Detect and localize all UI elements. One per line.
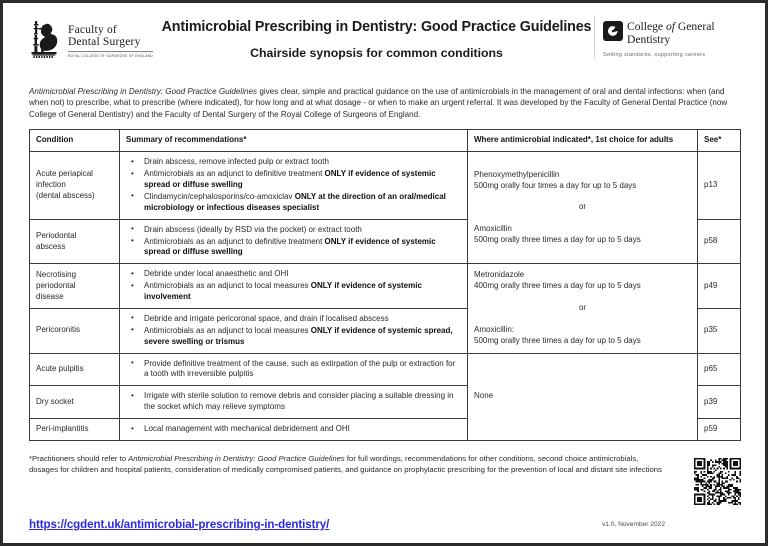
recommendation-item: • Drain abscess, remove infected pulp or extract tooth — [126, 157, 461, 168]
drug-name: Amoxicillin — [474, 224, 512, 234]
cell-page-reference: p49 — [698, 264, 741, 309]
cell-page-reference: p65 — [698, 353, 741, 386]
recommendation-item: • Provide definitive treatment of the cause, such as extirpation of the pulp or extraction for a tooth with irreversible pulpitis — [126, 359, 461, 381]
drug-dose: 500mg orally three times a day for up to 5 days — [474, 235, 641, 245]
table-row — [30, 152, 741, 219]
intro-paragraph — [29, 86, 743, 120]
drug-separator: or — [578, 303, 587, 313]
recommendation-item: • Debride and irrigate pericoronal space, and drain if localised abscess — [126, 314, 461, 325]
cell-condition: Acute periapical infection (dental abscess) — [30, 152, 120, 219]
footnote-part1: *Practitioners should refer to — [29, 453, 129, 463]
qr-code — [694, 458, 741, 505]
cell-summary — [120, 386, 468, 419]
guidelines-url-link[interactable]: https://cgdent.uk/antimicrobial-prescribing-in-dentistry/ — [29, 518, 330, 531]
cgd-mark-icon — [603, 21, 623, 41]
table-header-row — [30, 130, 741, 152]
page-title: Antimicrobial Prescribing in Dentistry: Good Practice Guidelines — [161, 19, 592, 35]
version-label: v1.0, November 2022 — [601, 521, 665, 528]
footnote-part2: for full wordings, recommendations for other conditions, second choice antimicrobials, dosages for children and hospital patients, consideration of medically compromised patients, and guidance on prophylactic prescribing for the prevention of local and distant site infections — [29, 453, 662, 475]
drug-separator: or — [578, 202, 587, 212]
recommendation-item: • Debride under local anaesthetic and OHI — [126, 269, 461, 280]
drug-name: Metronidazole — [474, 270, 525, 280]
column-header-antimicrobial: Where antimicrobial indicated*, 1st choice for adults — [468, 130, 698, 152]
cell-antimicrobial — [468, 264, 698, 353]
footnote-guideline-title: Antimicrobial Prescribing in Dentistry: Good Practice Guidelines — [128, 453, 345, 463]
cell-summary — [120, 419, 468, 441]
column-header-see: See* — [698, 130, 741, 152]
cell-summary — [120, 264, 468, 309]
fds-logo-line3: ROYAL COLLEGE OF SURGEONS OF ENGLAND — [68, 52, 154, 58]
drug-name: Phenoxymethylpenicillin — [474, 169, 560, 179]
column-header-condition: Condition — [30, 130, 120, 152]
drug-name: None — [474, 391, 494, 401]
drug-dose: 400mg orally three times a day for up to 5 days — [474, 281, 641, 291]
cell-page-reference: p13 — [698, 152, 741, 219]
recommendation-item: • Local management with mechanical debridement and OHI — [126, 424, 461, 435]
column-header-summary: Summary of recommendations* — [120, 130, 468, 152]
recommendation-item: • Drain abscess (ideally by RSD via the pocket) or extract tooth — [126, 225, 461, 236]
faculty-of-dental-surgery-logo — [29, 15, 159, 63]
cell-condition: Acute pulpitis — [30, 353, 120, 386]
cell-summary — [120, 308, 468, 353]
cell-condition: Necrotising periodontal disease — [30, 264, 120, 309]
document-footer — [29, 518, 743, 531]
recommendation-item: • Antimicrobials as an adjunct to definitive treatment ONLY if evidence of systemic spread or diffuse swelling — [126, 237, 461, 259]
page-subtitle: Chairside synopsis for common conditions — [250, 46, 503, 60]
table-row — [30, 353, 741, 386]
document-header — [29, 15, 743, 77]
cell-page-reference: p58 — [698, 219, 741, 264]
intro-body: gives clear, simple and practical guidance on the use of antimicrobials in the management of oral and dental infections: when (and when not) to prescribe, what to prescribe (where indicated), for how long and at what dosage - or when to make an urgent referral. It was developed by the Faculty of General Dental Practice (now College of General Dentistry) and the Faculty of Dental Surgery of the Royal College of Surgeons of England. — [29, 87, 728, 119]
title-block — [159, 15, 594, 60]
cgd-tagline: Setting standards, supporting careers — [603, 51, 706, 58]
recommendation-item: • Clindamycin/cephalosporins/co-amoxiclav ONLY at the direction of an oral/medical microbiology or infectious diseases specialist — [126, 192, 461, 214]
cell-summary — [120, 152, 468, 219]
cell-antimicrobial — [468, 353, 698, 440]
pelican-crest-icon — [29, 19, 63, 63]
drug-dose: 500mg orally three times a day for up to 5 days — [474, 335, 641, 345]
cell-summary — [120, 219, 468, 264]
cgd-logo-line2: Dentistry — [627, 32, 671, 46]
synopsis-table — [29, 129, 741, 441]
cgd-logo-line1: College of General — [627, 20, 715, 33]
table-row — [30, 264, 741, 309]
cell-page-reference: p59 — [698, 419, 741, 441]
recommendation-item: • Antimicrobials as an adjunct to local measures ONLY if evidence of systemic spread, severe swelling or trismus — [126, 326, 461, 348]
intro-guideline-title: Antimicrobial Prescribing in Dentistry: Good Practice Guidelines — [29, 87, 258, 96]
cell-antimicrobial — [468, 152, 698, 264]
fds-logo-line1: Faculty of — [68, 24, 117, 37]
recommendation-item: • Antimicrobials as an adjunct to local measures ONLY if evidence of systemic involvement — [126, 281, 461, 303]
college-of-general-dentistry-logo — [594, 15, 743, 58]
drug-name: Amoxicillin: — [474, 324, 515, 334]
cell-page-reference: p35 — [698, 308, 741, 353]
recommendation-item: • Antimicrobials as an adjunct to definitive treatment ONLY if evidence of systemic spread or diffuse swelling — [126, 169, 461, 191]
footnote — [29, 453, 669, 475]
cell-summary — [120, 353, 468, 386]
cell-condition: Dry socket — [30, 386, 120, 419]
recommendation-item: • Irrigate with sterile solution to remove debris and consider placing a suitable dressing in the socket which may relieve symptoms — [126, 391, 461, 413]
cell-page-reference: p39 — [698, 386, 741, 419]
fds-logo-line2: Dental Surgery — [68, 36, 141, 49]
drug-dose: 500mg orally four times a day for up to 5 days — [474, 180, 637, 190]
table-body — [30, 152, 741, 441]
cell-condition: Pericoronitis — [30, 308, 120, 353]
cell-condition: Peri-implantitis — [30, 419, 120, 441]
cell-condition: Periodontal abscess — [30, 219, 120, 264]
